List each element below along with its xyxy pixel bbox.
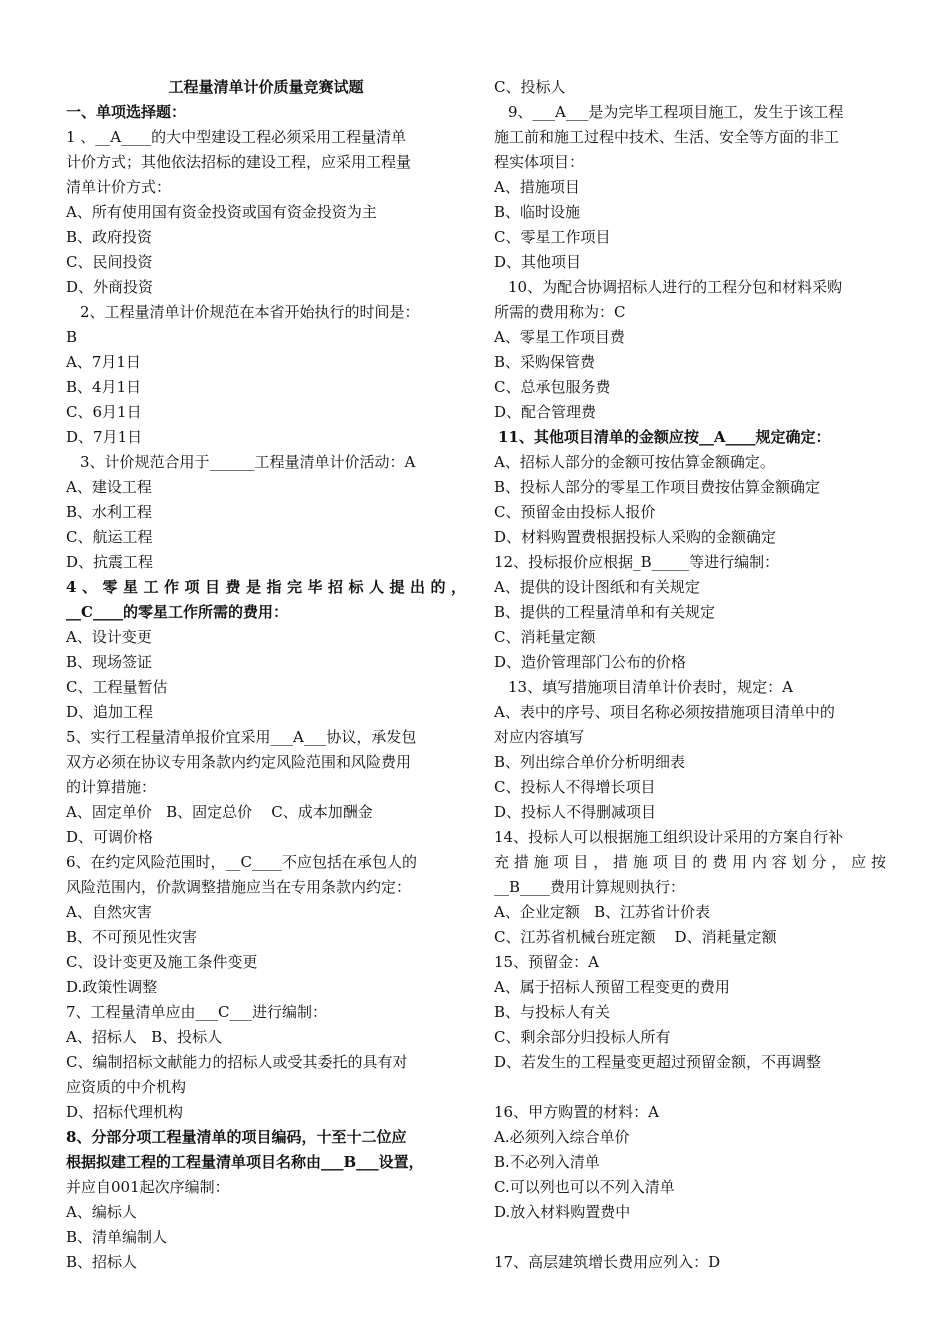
text-line: 风险范围内，价款调整措施应当在专用条款内约定： xyxy=(66,878,412,896)
text-line: 施工前和施工过程中技术、生活、安全等方面的非工 xyxy=(494,128,840,146)
text-line: 6、在约定风险范围时，__C____不应包括在承包人的 xyxy=(66,853,418,871)
text-line: A、属于招标人预留工程变更的费用 xyxy=(494,978,730,996)
text-line: A、自然灾害 xyxy=(66,903,152,921)
text-line: C、江苏省机械台班定额 D、消耗量定额 xyxy=(494,928,777,946)
text-line: C、航运工程 xyxy=(66,528,153,546)
text-line: 8、分部分项工程量清单的项目编码，十至十二位应 xyxy=(66,1128,407,1146)
text-line: 根据拟建工程的工程量清单项目名称由___B___设置， xyxy=(66,1153,424,1171)
text-line: C、投标人 xyxy=(494,78,566,96)
text-line: A、所有使用国有资金投资或国有资金投资为主 xyxy=(66,203,377,221)
text-line: B、列出综合单价分析明细表 xyxy=(494,753,686,771)
text-line: 并应自001起次序编制： xyxy=(66,1178,230,1196)
right-column xyxy=(494,75,886,1275)
text-line: 应资质的中介机构 xyxy=(66,1078,187,1096)
text-line: A、编标人 xyxy=(66,1203,137,1221)
text-line: 所需的费用称为：C xyxy=(494,303,626,321)
text-line: __C____的零星工作所需的费用： xyxy=(66,603,288,621)
text-line: A、招标人部分的金额可按估算金额确定。 xyxy=(494,453,775,471)
text-line: A、设计变更 xyxy=(66,628,152,646)
text-line: B、清单编制人 xyxy=(66,1228,168,1246)
text-line: 12、投标报价应根据_B_____等进行编制： xyxy=(494,553,780,571)
text-line: D、造价管理部门公布的价格 xyxy=(494,653,687,671)
text-line: 的计算措施： xyxy=(66,778,157,796)
text-line: B、招标人 xyxy=(66,1253,138,1271)
text-line: 16、甲方购置的材料：A xyxy=(494,1103,659,1121)
text-line: 充措施项目，措施项目的费用内容划分，应按 xyxy=(494,853,886,871)
text-line: C、总承包服务费 xyxy=(494,378,611,396)
text-line: __B____费用计算规则执行： xyxy=(494,878,686,896)
page-title: 工程量清单计价质量竞赛试题 xyxy=(168,78,364,96)
text-line: A、招标人 B、投标人 xyxy=(66,1028,223,1046)
text-line: A、7月1日 xyxy=(66,353,141,371)
text-line: B、投标人部分的零星工作项目费按估算金额确定 xyxy=(494,478,821,496)
section-heading: 一、单项选择题： xyxy=(66,103,187,121)
text-line: 11、其他项目清单的金额应按__A____规定确定： xyxy=(498,428,831,446)
text-line: B、4月1日 xyxy=(66,378,142,396)
text-line: B、政府投资 xyxy=(66,228,153,246)
text-line: 5、实行工程量清单报价宜采用___A___协议，承发包 xyxy=(66,728,417,746)
text-line: D、招标代理机构 xyxy=(66,1103,184,1121)
text-line: 2、工程量清单计价规范在本省开始执行的时间是： xyxy=(80,303,420,321)
blank-line xyxy=(494,1225,886,1250)
text-line: B、不可预见性灾害 xyxy=(66,928,198,946)
text-line: D.放入材料购置费中 xyxy=(494,1203,631,1221)
text-line: B xyxy=(66,328,78,346)
text-line: C、设计变更及施工条件变更 xyxy=(66,953,258,971)
text-line: D、若发生的工程量变更超过预留金额，不再调整 xyxy=(494,1053,822,1071)
text-line: 14、投标人可以根据施工组织设计采用的方案自行补 xyxy=(494,828,844,846)
text-line: A、企业定额 B、江苏省计价表 xyxy=(494,903,711,921)
text-line: 双方必须在协议专用条款内约定风险范围和风险费用 xyxy=(66,753,412,771)
text-line: B、水利工程 xyxy=(66,503,153,521)
text-line: 7、工程量清单应由___C___进行编制： xyxy=(66,1003,328,1021)
text-line: 15、预留金：A xyxy=(494,953,599,971)
text-line: D、其他项目 xyxy=(494,253,582,271)
text-line: 计价方式；其他依法招标的建设工程，应采用工程量 xyxy=(66,153,412,171)
text-line: 清单计价方式： xyxy=(66,178,172,196)
text-line: C.可以列也可以不列入清单 xyxy=(494,1178,675,1196)
text-line: A、建设工程 xyxy=(66,478,152,496)
text-line: B、与投标人有关 xyxy=(494,1003,611,1021)
text-line: C、剩余部分归投标人所有 xyxy=(494,1028,671,1046)
text-line: D、7月1日 xyxy=(66,428,143,446)
text-line: C、预留金由投标人报价 xyxy=(494,503,656,521)
text-line: 10、为配合协调招标人进行的工程分包和材料采购 xyxy=(508,278,843,296)
text-line: B、提供的工程量清单和有关规定 xyxy=(494,603,716,621)
text-line: 对应内容填写 xyxy=(494,728,585,746)
text-line: 程实体项目： xyxy=(494,153,585,171)
text-line: D、追加工程 xyxy=(66,703,154,721)
text-line: B、临时设施 xyxy=(494,203,581,221)
text-line: D、材料购置费根据投标人采购的金额确定 xyxy=(494,528,777,546)
text-line: A、零星工作项目费 xyxy=(494,328,625,346)
text-line: C、消耗量定额 xyxy=(494,628,596,646)
text-line: C、投标人不得增长项目 xyxy=(494,778,656,796)
text-line: D.政策性调整 xyxy=(66,978,158,996)
text-line: 13、填写措施项目清单计价表时，规定：A xyxy=(508,678,793,696)
text-line: D、投标人不得删减项目 xyxy=(494,803,657,821)
text-line: B、现场签证 xyxy=(66,653,153,671)
text-line: 1 、__A____的大中型建设工程必须采用工程量清单 xyxy=(66,128,407,146)
text-line: C、6月1日 xyxy=(66,403,142,421)
text-line: A、固定单价 B、固定总价 C、成本加酬金 xyxy=(66,803,373,821)
text-line: 4、零星工作项目费是指完毕招标人提出的， xyxy=(66,578,466,596)
text-line: A、措施项目 xyxy=(494,178,580,196)
text-line: D、外商投资 xyxy=(66,278,154,296)
text-line: B.不必列入清单 xyxy=(494,1153,600,1171)
text-line: D、抗震工程 xyxy=(66,553,154,571)
text-line: C、零星工作项目 xyxy=(494,228,611,246)
text-line: A.必须列入综合单价 xyxy=(494,1128,630,1146)
text-line: C、工程量暂估 xyxy=(66,678,168,696)
blank-line xyxy=(494,1075,886,1100)
left-column xyxy=(66,75,466,1275)
text-line: D、可调价格 xyxy=(66,828,154,846)
text-line: 9、___A___是为完毕工程项目施工，发生于该工程 xyxy=(508,103,844,121)
text-line: 3、计价规范合用于______工程量清单计价活动：A xyxy=(80,453,416,471)
text-line: 17、高层建筑增长费用应列入：D xyxy=(494,1253,721,1271)
text-line: A、表中的序号、项目名称必须按措施项目清单中的 xyxy=(494,703,835,721)
text-line: C、民间投资 xyxy=(66,253,153,271)
text-line: D、配合管理费 xyxy=(494,403,597,421)
text-line: A、提供的设计图纸和有关规定 xyxy=(494,578,700,596)
text-line: C、编制招标文献能力的招标人或受其委托的具有对 xyxy=(66,1053,408,1071)
text-line: B、采购保管费 xyxy=(494,353,596,371)
